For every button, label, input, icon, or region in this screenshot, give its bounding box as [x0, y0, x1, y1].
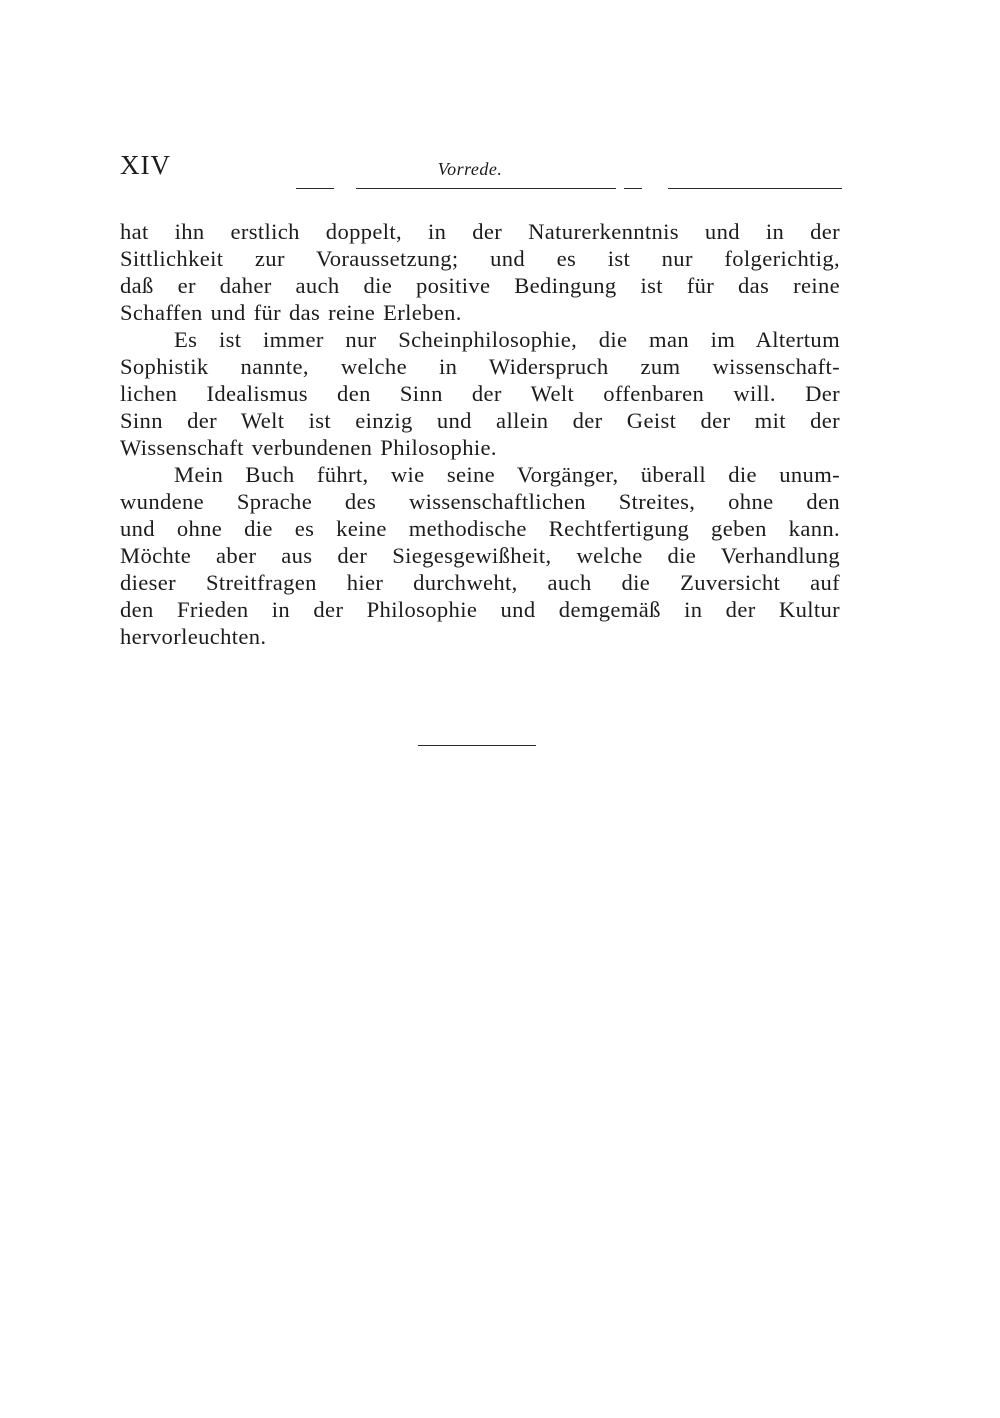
text-line: den Frieden in der Philosophie und demgemäß in der Kultur — [120, 597, 840, 622]
text-line: Schaffen und für das reine Erleben. — [120, 300, 462, 325]
text-line: Mein Buch führt, wie seine Vorgänger, überall die unum- — [174, 462, 840, 487]
text-line: Sinn der Welt ist einzig und allein der Geist der mit der — [120, 408, 840, 433]
text-line: Wissenschaft verbundenen Philosophie. — [120, 435, 497, 460]
page-number: XIV — [120, 150, 171, 180]
text-line: hervorleuchten. — [120, 624, 267, 649]
text-line: Es ist immer nur Scheinphilosophie, die man im Altertum — [174, 327, 840, 352]
paragraph — [120, 218, 840, 326]
header-rule — [296, 188, 842, 189]
body-text — [120, 218, 840, 650]
running-title: Vorrede. — [437, 159, 503, 179]
text-line: dieser Streitfragen hier durchweht, auch die Zuversicht auf — [120, 570, 840, 595]
text-line: lichen Idealismus den Sinn der Welt offenbaren will. Der — [120, 381, 840, 406]
text-line: daß er daher auch die positive Bedingung ist für das reine — [120, 273, 840, 298]
text-line: Sophistik nannte, welche in Widerspruch zum wissenschaft- — [120, 354, 840, 379]
paragraph — [120, 326, 840, 461]
text-line: hat ihn erstlich doppelt, in der Naturerkenntnis und in der — [120, 219, 840, 244]
text-line: Möchte aber aus der Siegesgewißheit, welche die Verhandlung — [120, 543, 840, 568]
paragraph — [120, 461, 840, 650]
text-line: wundene Sprache des wissenschaftlichen Streites, ohne den — [120, 489, 840, 514]
end-rule — [418, 745, 536, 746]
text-line: Sittlichkeit zur Voraussetzung; und es ist nur folgerichtig, — [120, 246, 840, 271]
text-line: und ohne die es keine methodische Rechtfertigung geben kann. — [120, 516, 840, 541]
